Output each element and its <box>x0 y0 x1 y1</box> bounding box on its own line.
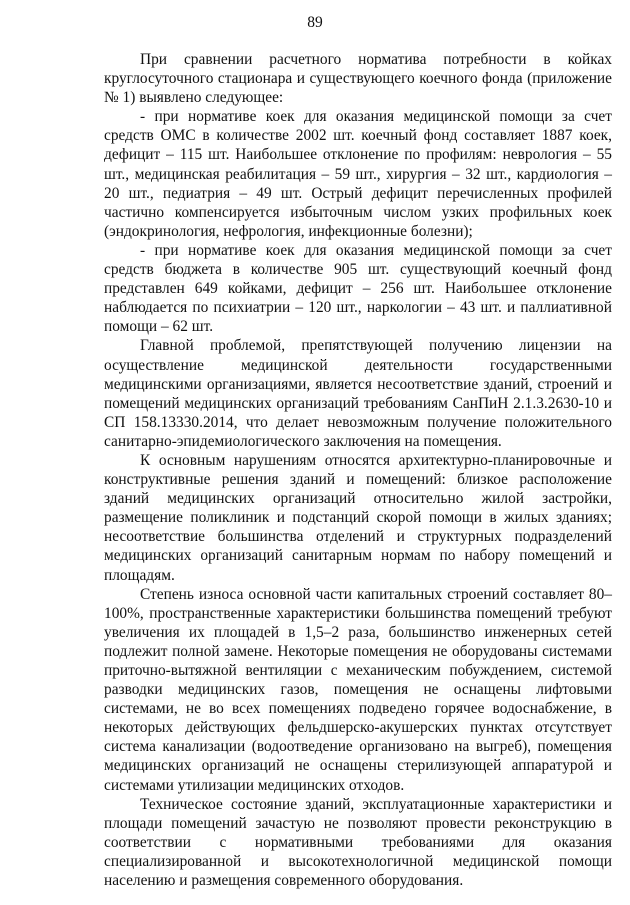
paragraph-violations: К основным нарушениям относятся архитектурно-планировочные и конструктивные решения зданий и помещений: близкое расположение зданий медицинских организаций относительно жилой застройки, размещение поликлиник и подстанций скорой помощи в жилых зданиях; несоответствие большинства отделений и структурных подразделений медицинских организаций санитарным нормам по набору помещений и площадям. <box>104 451 612 584</box>
paragraph-budget-beds: - при нормативе коек для оказания медицинской помощи за счет средств бюджета в количестве 905 шт. существующий коечный фонд представлен 649 койками, дефицит – 256 шт. Наибольшее отклонение наблюдается по психиатрии – 120 шт., наркологии – 43 шт. и паллиативной помощи – 62 шт. <box>104 241 612 336</box>
document-body <box>104 50 612 890</box>
paragraph-oms-beds: - при нормативе коек для оказания медицинской помощи за счет средств ОМС в количестве 2002 шт. коечный фонд составляет 1887 коек, дефицит – 115 шт. Наибольшее отклонение по профилям: неврология – 55 шт., медицинская реабилитация – 59 шт., хирургия – 32 шт., кардиология – 20 шт., педиатрия – 49 шт. Острый дефицит перечисленных профилей частично компенсируется избыточным числом узких профильных коек (эндокринология, нефрология, инфекционные болезни); <box>104 108 612 240</box>
paragraph-license-problem: Главной проблемой, препятствующей получению лицензии на осуществление медицинской деятельности государственными медицинскими организациями, является несоответствие зданий, строений и помещений медицинских организаций требованиям СанПиН 2.1.3.2630-10 и СП 158.13330.2014, что делает невозможным получение положительного санитарно-эпидемиологического заключения на помещения. <box>104 337 612 450</box>
page-number: 89 <box>307 14 323 31</box>
paragraph-technical-state: Техническое состояние зданий, эксплуатационные характеристики и площади помещений зачастую не позволяют провести реконструкцию в соответствии с нормативными требованиями для оказания специализированной и высокотехнологичной медицинской помощи населению и размещения современного оборудования. <box>104 795 612 890</box>
paragraph-intro: При сравнении расчетного норматива потребности в койках круглосуточного стационара и существующего коечного фонда (приложение № 1) выявлено следующее: <box>104 51 612 107</box>
paragraph-wear: Степень износа основной части капитальных строений составляет 80–100%, пространственные характеристики большинства помещений требуют увеличения их площадей в 1,5–2 раза, большинство инженерных сетей подлежит полной замене. Некоторые помещения не оборудованы системами приточно-вытяжной вентиляции с механическим побуждением, системой разводки медицинских газов, помещения не оснащены лифтовыми системами, не во всех помещениях подведено горячее водоснабжение, в некоторых действующих фельдшерско-акушерских пунктах отсутствует система канализации (водоотведение организовано на выгреб), помещения медицинских организаций не оснащены стерилизующей аппаратурой и системами утилизации медицинских отходов. <box>104 585 612 794</box>
